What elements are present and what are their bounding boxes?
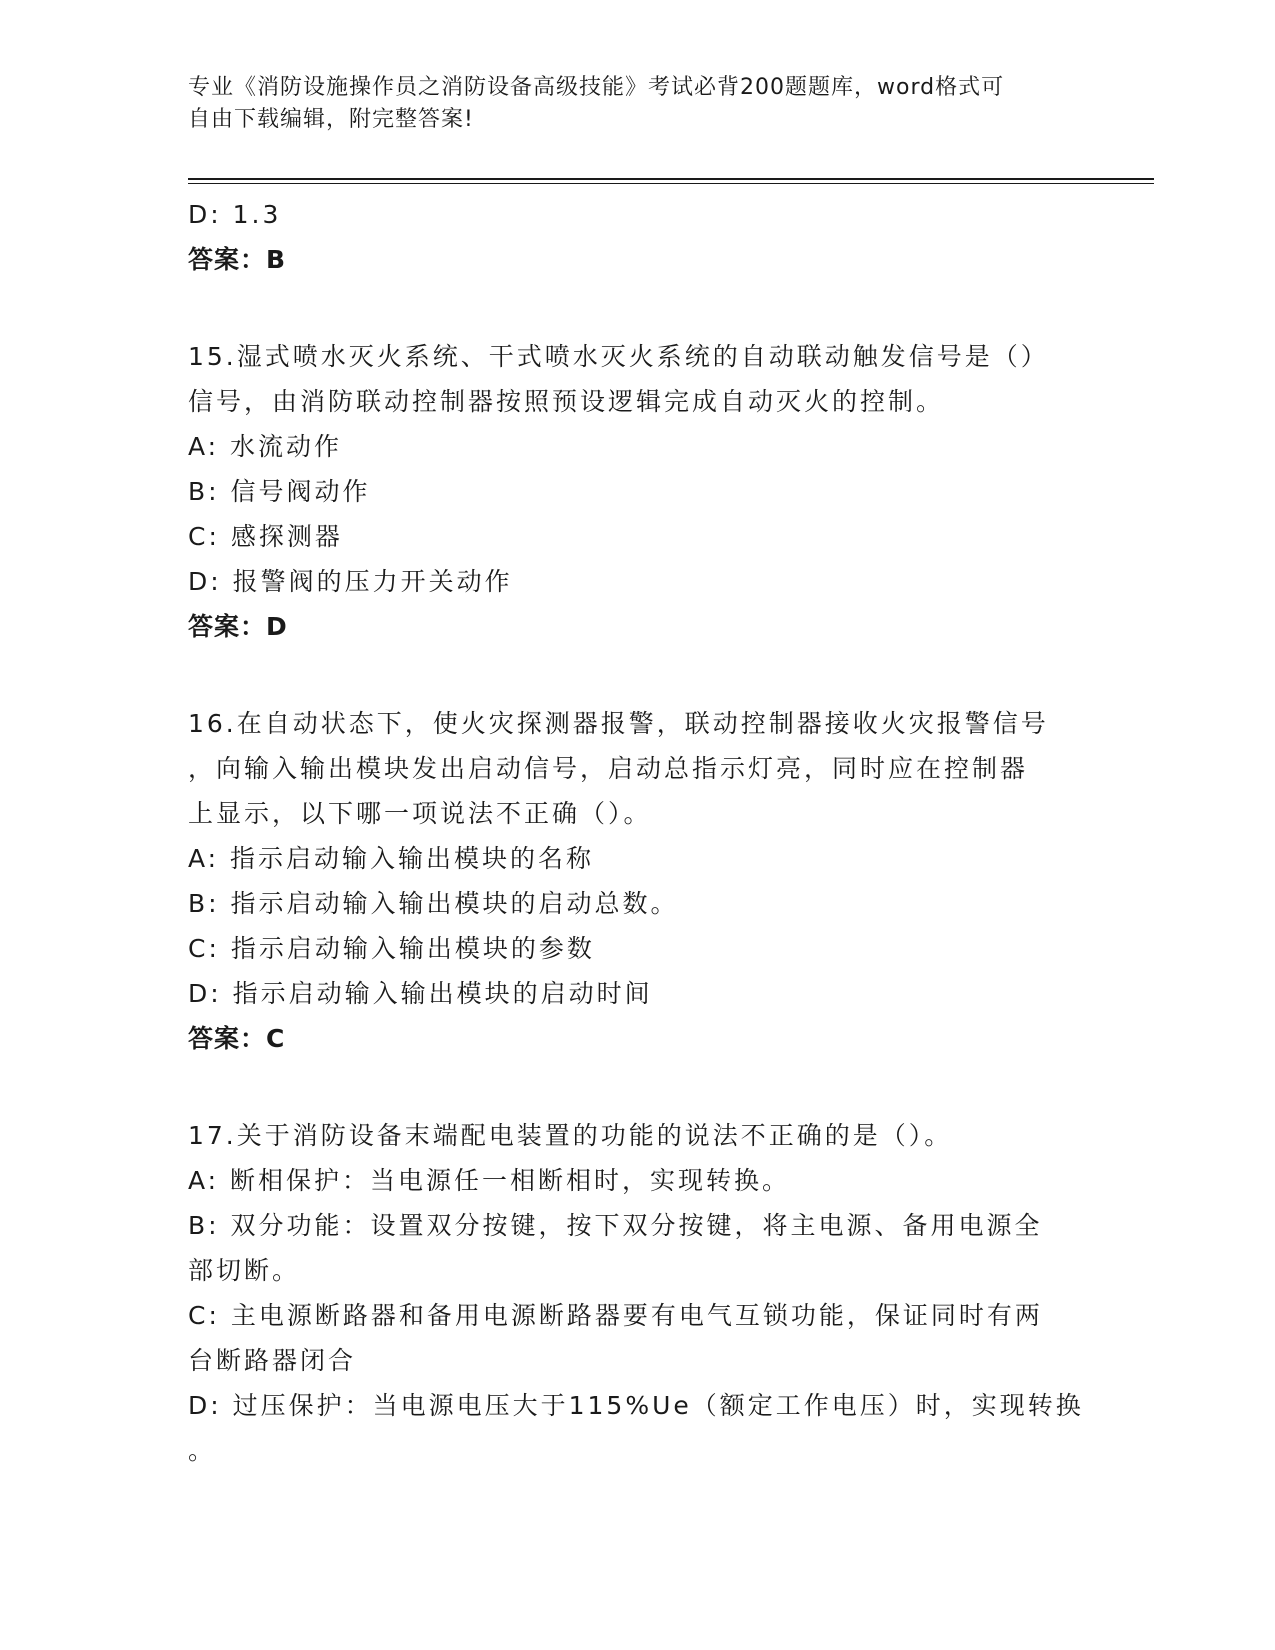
- option-d: D: 过压保护：当电源电压大于115%Ue（额定工作电压）时，实现转换: [188, 1391, 1084, 1420]
- question-16: [188, 701, 1088, 1061]
- question-15: [188, 334, 1088, 649]
- option-c: C: 感探测器: [188, 522, 343, 551]
- question-17: [188, 1113, 1088, 1473]
- document-header: [188, 72, 1068, 136]
- option-a: A: 水流动作: [188, 432, 343, 461]
- option-b: B: 信号阀动作: [188, 477, 371, 506]
- header-divider-thin: [188, 183, 1154, 184]
- option-a: A: 断相保护：当电源任一相断相时，实现转换。: [188, 1166, 791, 1195]
- question-title-line: 17.关于消防设备末端配电装置的功能的说法不正确的是（）。: [188, 1121, 953, 1150]
- option-c: C: 指示启动输入输出模块的参数: [188, 934, 595, 963]
- option-d: D: 1.3: [188, 200, 282, 229]
- header-line-2: 自由下载编辑，附完整答案!: [188, 107, 474, 132]
- previous-question-tail: [188, 192, 1088, 282]
- answer-line: 答案：B: [188, 245, 287, 274]
- header-divider: [188, 178, 1154, 180]
- question-title-line: ，向输入输出模块发出启动信号，启动总指示灯亮，同时应在控制器: [188, 754, 1029, 783]
- option-b: B: 双分功能：设置双分按键，按下双分按键，将主电源、备用电源全: [188, 1211, 1043, 1240]
- question-title-line: 上显示，以下哪一项说法不正确（）。: [188, 799, 652, 828]
- answer-line: 答案：C: [188, 1024, 286, 1053]
- document-body: [188, 192, 1088, 1473]
- header-line-1: 专业《消防设施操作员之消防设备高级技能》考试必背200题题库，word格式可: [188, 75, 1005, 100]
- question-title-line: 16.在自动状态下，使火灾探测器报警，联动控制器接收火灾报警信号: [188, 709, 1049, 738]
- option-d-continued: 。: [188, 1436, 217, 1465]
- question-title-line: 15.湿式喷水灭火系统、干式喷水灭火系统的自动联动触发信号是（）: [188, 342, 1049, 371]
- option-b-continued: 部切断。: [188, 1256, 301, 1285]
- option-a: A: 指示启动输入输出模块的名称: [188, 844, 595, 873]
- option-c: C: 主电源断路器和备用电源断路器要有电气互锁功能，保证同时有两: [188, 1301, 1043, 1330]
- question-title-line: 信号，由消防联动控制器按照预设逻辑完成自动灭火的控制。: [188, 387, 945, 416]
- option-b: B: 指示启动输入输出模块的启动总数。: [188, 889, 679, 918]
- option-d: D: 报警阀的压力开关动作: [188, 567, 513, 596]
- answer-line: 答案：D: [188, 612, 288, 641]
- option-d: D: 指示启动输入输出模块的启动时间: [188, 979, 653, 1008]
- option-c-continued: 台断路器闭合: [188, 1346, 357, 1375]
